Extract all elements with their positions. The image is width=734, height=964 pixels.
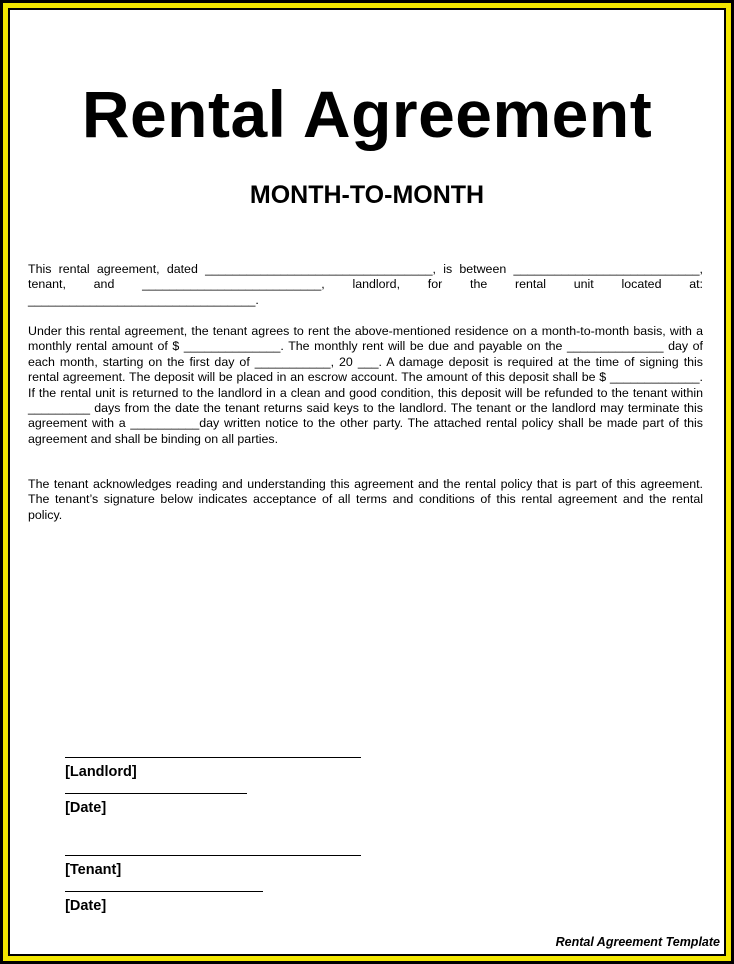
tenant-signature-row [57, 825, 361, 915]
tenant-label: [Tenant] [65, 862, 122, 878]
document-subtitle: MONTH-TO-MONTH [249, 181, 485, 209]
template-caption: Rental Agreement Template [555, 935, 720, 949]
tenant-date-label: [Date] [65, 898, 107, 914]
rent-terms-paragraph: Under this rental agreement, the tenant agrees to rent the above-mentioned residence on a month-to-month basis, with a monthly rental amount of $ ______________. The monthly rent will be due and payable on the ______________ day of each month, starting on the first day of ___________, 20 ___. A damage deposit is required at the time of signing this rental agreement. The deposit will be placed in an escrow account. The amount of this deposit shall be $ _____________. If the rental unit is returned to the landlord in a clean and good condition, this deposit will be refunded to the tenant within _________ days from the date the tenant returns said keys to the landlord. The tenant or the landlord may terminate this agreement with a __________day written notice to the other party. The attached rental policy shall be made part of this agreement and shall be binding on all parties. [28, 324, 703, 446]
landlord-date-label: [Date] [65, 800, 107, 816]
tenant-date-line [65, 879, 263, 892]
landlord-label: [Landlord] [65, 764, 137, 780]
landlord-date-line [65, 781, 247, 794]
agreement-parties-paragraph: This rental agreement, dated _________________________________, is between ___________________________, tenant, and __________________________, landlord, for the rental unit located at: _________________________________. [28, 262, 703, 307]
acknowledgement-paragraph: The tenant acknowledges reading and understanding this agreement and the rental policy that is part of this agreement. The tenant’s signature below indicates acceptance of all terms and conditions of this rental agreement and the rental policy. [28, 477, 703, 522]
landlord-signature-line [65, 745, 361, 758]
document-title: Rental Agreement [81, 77, 653, 151]
landlord-signature-row [57, 727, 361, 817]
tenant-signature-line [65, 843, 361, 856]
